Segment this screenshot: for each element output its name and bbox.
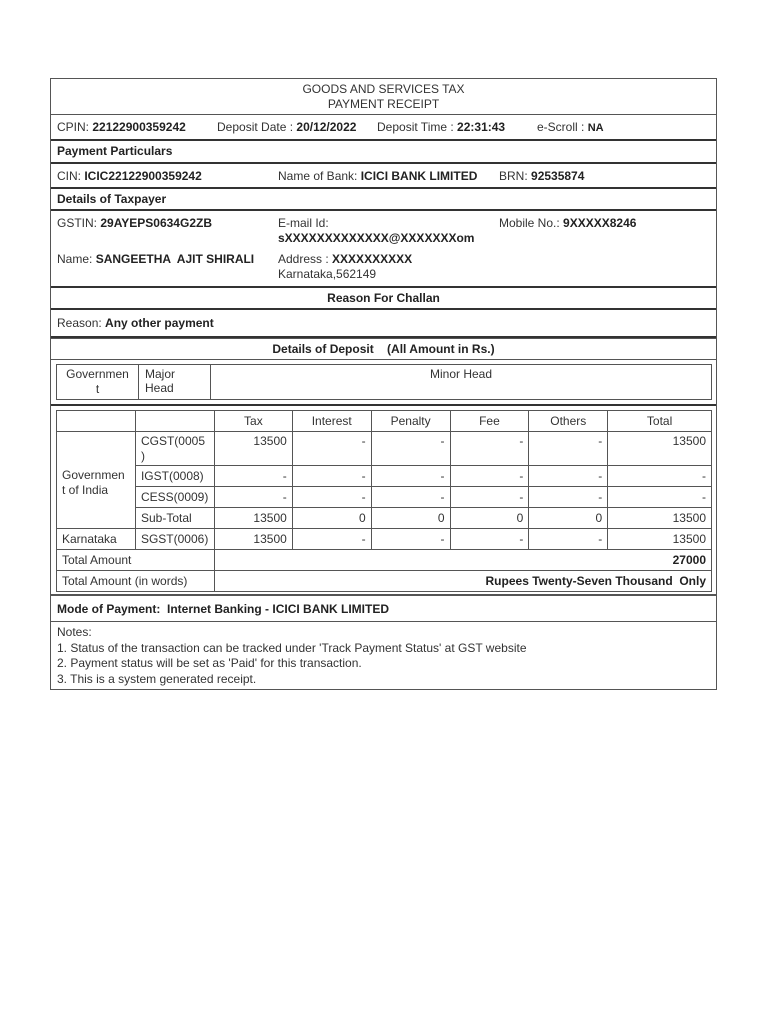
- notes: [51, 622, 716, 689]
- total-words-label: Total Amount (in words): [57, 571, 215, 592]
- reason-row: Reason: Any other payment: [51, 310, 716, 338]
- col-others: Others: [529, 411, 608, 432]
- col-penalty: Penalty: [371, 411, 450, 432]
- total-amount-label: Total Amount: [57, 550, 215, 571]
- deposit-heading: Details of Deposit (All Amount in Rs.): [51, 338, 716, 360]
- taxpayer-name: Name: SANGEETHA AJIT SHIRALI: [57, 252, 255, 266]
- address-value: XXXXXXXXXX: [332, 252, 413, 266]
- col-interest: Interest: [292, 411, 371, 432]
- reason-value: Any other payment: [105, 316, 214, 330]
- deposit-values-table: [56, 410, 712, 592]
- mobile: Mobile No.: 9XXXXX8246: [499, 216, 637, 230]
- email-value: sXXXXXXXXXXXXX@XXXXXXXom: [278, 231, 475, 245]
- deposit-date-value: 20/12/2022: [296, 120, 357, 134]
- sgst-label: SGST(0006): [135, 529, 214, 550]
- taxpayer-heading: Details of Taxpayer: [51, 189, 716, 211]
- title-line-2: PAYMENT RECEIPT: [327, 97, 440, 111]
- cgst-label: CGST(0005 ): [135, 432, 214, 466]
- col-tax: Tax: [214, 411, 292, 432]
- address-line-2: Karnataka,562149: [278, 267, 377, 281]
- address: Address : XXXXXXXXXX Karnataka,562149: [278, 252, 413, 281]
- cin-row: [51, 164, 716, 189]
- total-amount-row: [57, 550, 712, 571]
- bank-name: Name of Bank: ICICI BANK LIMITED: [278, 169, 478, 183]
- deposit-values-section: [51, 410, 716, 595]
- head-government: Governmen t: [57, 365, 139, 400]
- e-scroll-value: NA: [587, 122, 604, 134]
- gstin: GSTIN: 29AYEPS0634G2ZB: [57, 216, 212, 230]
- brn-value: 92535874: [531, 169, 585, 183]
- column-header-row: [57, 411, 712, 432]
- subtotal-label: Sub-Total: [135, 508, 214, 529]
- gov-india-cell: Governmen t of India: [57, 432, 136, 529]
- deposit-date: Deposit Date : 20/12/2022: [217, 120, 357, 134]
- total-words-value: Rupees Twenty-Seven Thousand Only: [214, 571, 711, 592]
- deposit-time: Deposit Time : 22:31:43: [377, 120, 506, 134]
- igst-label: IGST(0008): [135, 466, 214, 487]
- mode-value: Internet Banking - ICICI BANK LIMITED: [167, 602, 390, 616]
- note-item: 3. This is a system generated receipt.: [57, 671, 257, 686]
- taxpayer-name-value: SANGEETHA AJIT SHIRALI: [95, 252, 255, 266]
- head-minor: Minor Head: [211, 365, 712, 400]
- payment-particulars-heading: Payment Particulars: [51, 141, 716, 164]
- mode-of-payment-row: [51, 595, 716, 622]
- total-amount-value: 27000: [214, 550, 711, 571]
- taxpayer-details: [51, 211, 716, 288]
- receipt-title: [51, 79, 716, 115]
- payment-receipt: [50, 78, 717, 690]
- gstin-value: 29AYEPS0634G2ZB: [100, 216, 212, 230]
- head-major: Major Head: [139, 365, 211, 400]
- email: E-mail Id: sXXXXXXXXXXXXX@XXXXXXXom: [278, 216, 475, 245]
- cess-label: CESS(0009): [135, 487, 214, 508]
- deposit-head-section: [51, 364, 716, 406]
- cpin-value: 22122900359242: [92, 120, 186, 134]
- note-item: 2. Payment status will be set as 'Paid' for this transaction.: [57, 656, 362, 670]
- cpin-row: [51, 115, 716, 141]
- table-row: Sub-Total 13500 0 0 0 0 13500: [57, 508, 712, 529]
- deposit-time-value: 22:31:43: [457, 120, 506, 134]
- table-row: Governmen t of India CGST(0005 ) 13500 - - - - 13500: [57, 432, 712, 466]
- table-row: IGST(0008) - - - - - -: [57, 466, 712, 487]
- bank-name-value: ICICI BANK LIMITED: [360, 169, 478, 183]
- col-fee: Fee: [450, 411, 529, 432]
- total-words-row: [57, 571, 712, 592]
- col-total: Total: [608, 411, 712, 432]
- mode-label: Mode of Payment:: [57, 602, 161, 616]
- mobile-value: 9XXXXX8246: [563, 216, 637, 230]
- karnataka-cell: Karnataka: [57, 529, 136, 550]
- cin: CIN: ICIC22122900359242: [57, 169, 202, 183]
- note-item: 1. Status of the transaction can be tracked under 'Track Payment Status' at GST website: [57, 640, 527, 655]
- table-row: Karnataka SGST(0006) 13500 - - - - 13500: [57, 529, 712, 550]
- challan-heading: Reason For Challan: [51, 288, 716, 310]
- cin-value: ICIC22122900359242: [84, 169, 202, 183]
- notes-title: Notes:: [57, 625, 92, 639]
- cpin: CPIN: 22122900359242: [57, 120, 186, 134]
- e-scroll: e-Scroll : NA: [537, 120, 604, 134]
- table-row: CESS(0009) - - - - - -: [57, 487, 712, 508]
- brn: BRN: 92535874: [499, 169, 585, 183]
- title-line-1: GOODS AND SERVICES TAX: [302, 82, 465, 96]
- deposit-head-table: [56, 364, 712, 400]
